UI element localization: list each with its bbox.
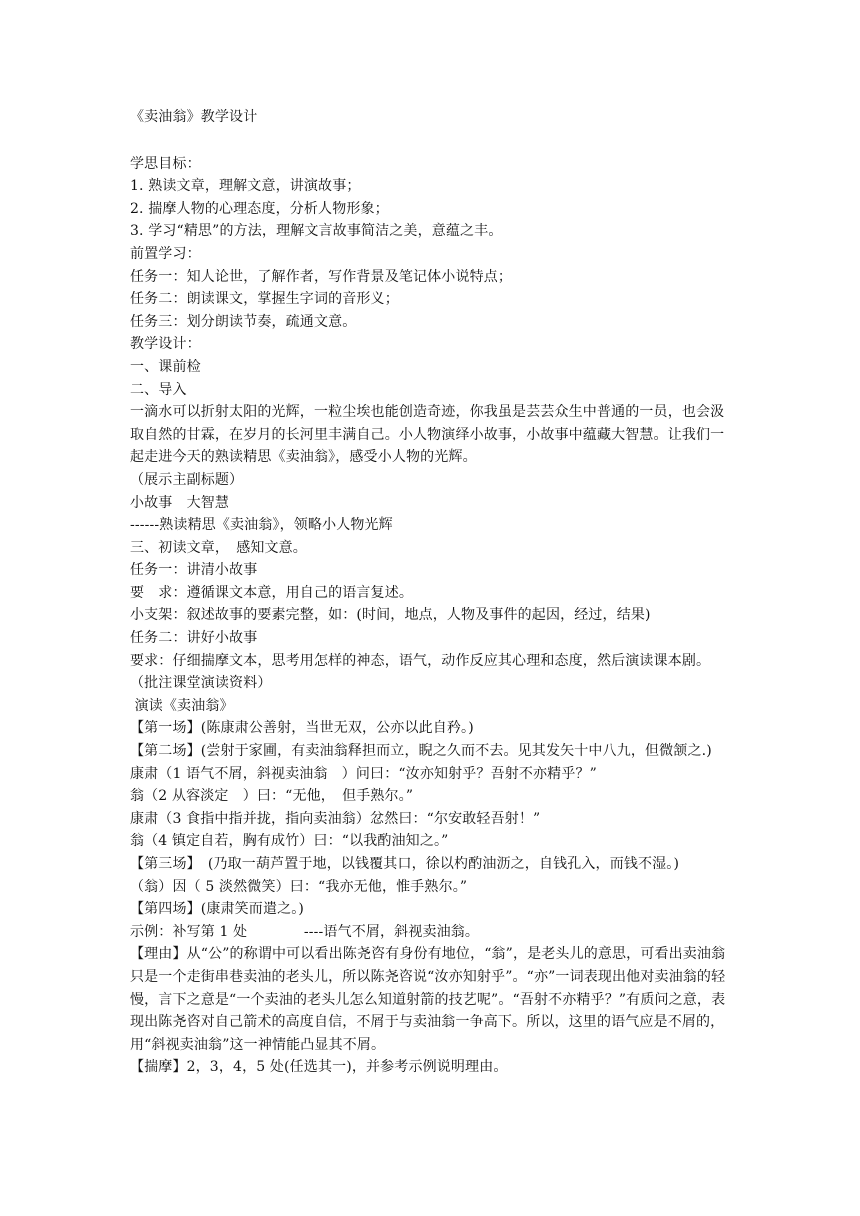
document-line: 演读《卖油翁》 [130, 697, 234, 714]
document-line: 【第四场】(康肃笑而遣之。) [130, 901, 305, 918]
document-line: 要 求：遵循课文本意，用自己的语言复述。 [130, 584, 413, 601]
document-line: 三、初读文章， 感知文意。 [130, 539, 307, 556]
document-line: 任务三：划分朗读节奏，疏通文意。 [130, 313, 357, 330]
document-line: 【理由】从“公”的称谓中可以看出陈尧咨有身份有地位，“翁”，是老头儿的意思，可看出卖油翁只是一个走街串巷卖油的老头儿，所以陈尧咨说“汝亦知射乎”。“亦”一词表现出他对卖油翁的轻慢，言下之意是“一个卖油的老头儿怎么知道射箭的技艺呢”。“吾射不亦精乎？”有质问之意，表现出陈尧咨对自己箭术的高度自信，不屑于与卖油翁一争高下。所以，这里的语气应是不屑的，用“斜视卖油翁”这一神情能凸显其不屑。 [130, 946, 726, 1053]
document-line: 3. 学习“精思”的方法，理解文言故事简洁之美，意蕴之丰。 [130, 223, 503, 240]
document-line: 要求：仔细揣摩文本，思考用怎样的神态，语气，动作反应其心理和态度，然后演读课本剧。 [130, 652, 711, 669]
document-line: 2. 揣摩人物的心理态度，分析人物形象； [130, 200, 389, 217]
document-line: 【第一场】(陈康肃公善射，当世无双，公亦以此自矜。) [130, 720, 474, 737]
document-line: 任务一：讲清小故事 [130, 562, 258, 579]
document-title: 《卖油翁》教学设计 [130, 109, 258, 125]
document-line: 【第二场】(尝射于家圃，有卖油翁释担而立，睨之久而不去。见其发矢十中八九，但微颔之.) [130, 743, 712, 760]
document-line: 学思目标： [130, 155, 201, 172]
document-lines [130, 153, 736, 1079]
document-line: 示例：补写第 1 处 ----语气不屑，斜视卖油翁。 [130, 923, 480, 940]
document-line: （翁）因（ 5 淡然微笑）曰：“我亦无他，惟手熟尔。” [130, 878, 468, 895]
document-line: 一、课前检 [130, 358, 201, 375]
document-line: 二、导入 [130, 381, 187, 398]
document-line: 小故事 大智慧 [130, 494, 230, 511]
document-line: 一滴水可以折射太阳的光辉，一粒尘埃也能创造奇迹，你我虽是芸芸众生中普通的一员，也会汲取自然的甘霖，在岁月的长河里丰满自己。小人物演绎小故事，小故事中蕴藏大智慧。让我们一起走进今天的熟读精思《卖油翁》，感受小人物的光辉。 [130, 404, 725, 466]
document-line: 任务二：朗读课文，掌握生字词的音形义； [130, 291, 399, 308]
document-line: （批注课堂演读资料） [130, 675, 272, 692]
document-line: 前置学习： [130, 245, 201, 262]
document-line: 【揣摩】2，3，4，5 处(任选其一)，并参考示例说明理由。 [130, 1059, 508, 1076]
document-line: 任务一：知人论世，了解作者，写作背景及笔记体小说特点； [130, 268, 513, 285]
document-line: 翁（4 镇定自若，胸有成竹）曰：“以我酌油知之。” [130, 833, 449, 850]
document-line: 小支架：叙述故事的要素完整，如：(时间，地点，人物及事件的起因，经过，结果) [130, 607, 651, 624]
document-line: 康肃（1 语气不屑，斜视卖油翁 ）问曰：“汝亦知射乎？吾射不亦精乎？” [130, 765, 597, 782]
document-line: 教学设计： [130, 336, 201, 353]
document-line: 康肃（3 食指中指并拢，指向卖油翁）忿然曰：“尔安敢轻吾射！” [130, 810, 541, 827]
document-line: 1. 熟读文章，理解文意，讲演故事； [130, 178, 361, 195]
document-line: 任务二：讲好小故事 [130, 630, 258, 647]
document-line: ------熟读精思《卖油翁》，领略小人物光辉 [130, 517, 393, 534]
document-body [130, 106, 736, 1079]
document-line: （展示主副标题） [130, 471, 244, 488]
document-line: 【第三场】 (乃取一葫芦置于地，以钱覆其口，徐以杓酌油沥之，自钱孔入，而钱不湿。) [130, 856, 680, 872]
document-line: 翁（2 从容淡定 ）曰：“无他， 但手熟尔。” [130, 788, 414, 805]
